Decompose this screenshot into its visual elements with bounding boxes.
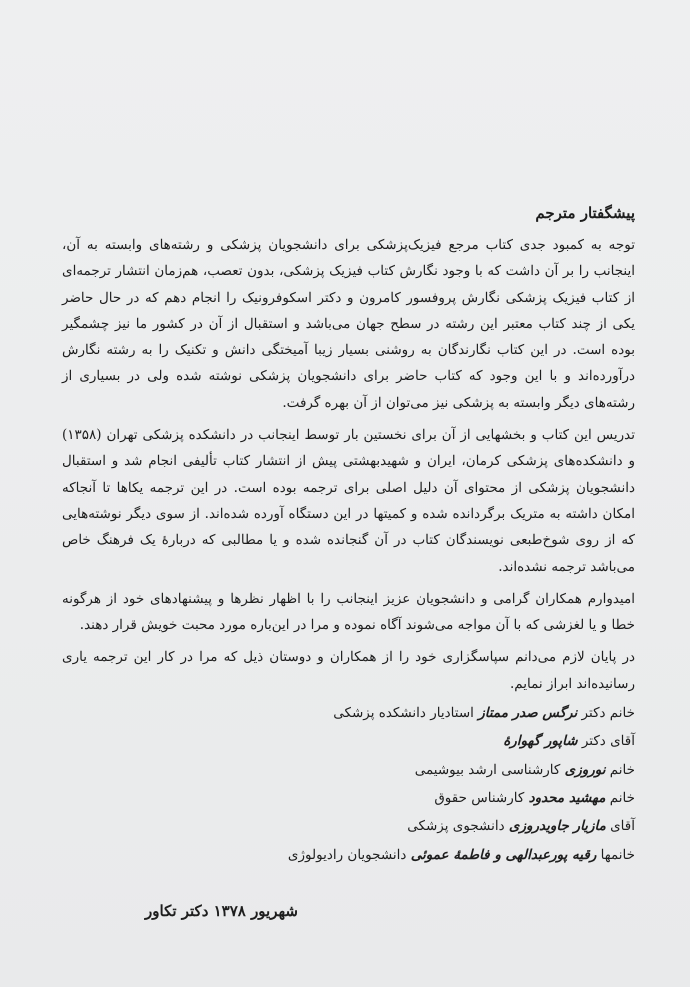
acknowledgement-item: آقای دکتر شاپور گهوارهٔ (503, 733, 635, 750)
paragraph-teaching: تدریس این کتاب و بخشهایی از آن برای نخستین بار توسط اینجانب در دانشکده پزشکی تهران (۱۳۵۸) و دانشکده‌های پزشکی کرمان، ایران و شهیدبهشتی پیش از انتشار کتاب تألیفی انجام شد و استقبال دانشجویان پزشکی از محتوای آن دلیل اصلی برای ترجمه بوده است. در این ترجمه یکاها تا آنجاکه امکان داشته به متریک برگردانده شده و کمیتها در این دستگاه آورده شده‌اند. از سوی دیگر نوشته‌هایی که از روی شوخ‌طبعی نویسندگان کتاب در آن گنجانده شده و یا مطالبی که دربارهٔ یک فرهنگ خاص می‌باشد ترجمه نشده‌اند. (62, 427, 635, 575)
acknowledgement-item: آقای مازیار جاویدروزی دانشجوی پزشکی (407, 818, 635, 835)
acknowledgement-list (62, 699, 635, 869)
acknowledgement-item: خانم مهشید محدود کارشناس حقوق (434, 789, 635, 806)
preface-heading: پیشگفتار مترجم (535, 204, 635, 222)
paragraph-thanks: در پایان لازم می‌دانم سپاسگزاری خود را از همکاران و دوستان ذیل که مرا در کار این ترجمه یاری رسانیده‌اند ابراز نمایم. (62, 649, 635, 692)
paragraph-intro: توجه به کمبود جدی کتاب مرجع فیزیک‌پزشکی برای دانشجویان پزشکی و رشته‌های وابسته به آن، اینجانب را بر آن داشت که با وجود نگارش کتاب فیزیک پزشکی، بدون تعصب، هم‌زمان انتشار ترجمه‌ای از کتاب فیزیک پزشکی نگارش پروفسور کامرون و دکتر اسکوفرونیک را انجام دهم که در حال حاضر یکی از چند کتاب معتبر این رشته در سطح جهان می‌باشد و استقبال از آن در کشور ما نیز چشمگیر بوده است. در این کتاب نگارندگان به روشنی بسیار زیبا آمیختگی دانش و تکنیک را به رشته نگارش درآورده‌اند و با این وجود که کتاب حاضر برای دانشجویان پزشکی نوشته شده ولی در بسیاری از رشته‌های دیگر وابسته به پزشکی نیز می‌توان از آن بهره گرفت. (62, 237, 635, 411)
signature-date: شهریور ۱۳۷۸ دکتر تکاور (145, 902, 298, 920)
acknowledgement-item: خانم نوروزی کارشناسی ارشد بیوشیمی (414, 761, 635, 778)
acknowledgement-item: خانمها رقیه پورعبدالهی و فاطمهٔ عموئی دانشجویان رادیولوژی (287, 846, 635, 863)
acknowledgement-item: خانم دکتر نرگس صدر ممتاز استادیار دانشکده پزشکی (333, 705, 635, 722)
preface-body (62, 200, 635, 869)
paragraph-request: امیدوارم همکاران گرامی و دانشجویان عزیز اینجانب را با اظهار نظرها و پیشنهادهای خود از هرگونه خطا و یا لغزشی که با آن مواجه می‌شوند آگاه نموده و مرا در این‌باره مورد محبت خویش قرار دهند. (62, 590, 635, 634)
